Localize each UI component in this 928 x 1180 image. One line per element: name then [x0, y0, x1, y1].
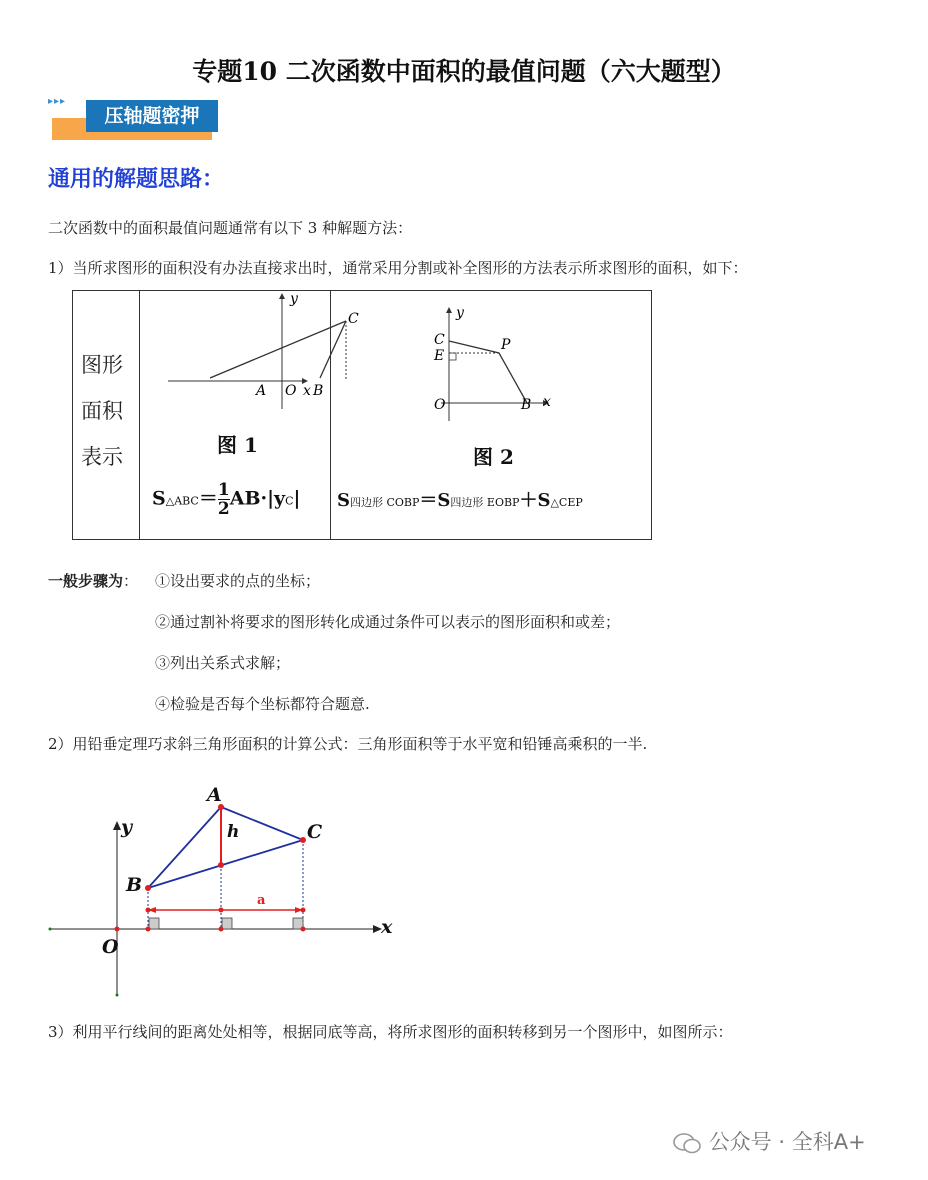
f1-lhs-sub: △ABC — [165, 494, 199, 508]
banner-label: 压轴题密押 — [86, 100, 218, 132]
fig3-point — [146, 908, 151, 913]
fig3-label-h: h — [227, 822, 240, 842]
item-1-text: 1）当所求图形的面积没有办法直接求出时，通常采用分割或补全图形的方法表示所求图形的面积，如下： — [48, 259, 748, 277]
row-label-1: 图形 — [81, 353, 123, 377]
fig3-right-angle-icon — [149, 918, 159, 929]
figure-2-caption: 图 2 — [473, 445, 514, 469]
f2-plus: ＋ — [519, 490, 538, 511]
fig2-y-arrow-icon — [446, 307, 452, 313]
section-banner — [48, 96, 223, 144]
fig3-axis-point — [116, 994, 119, 997]
fig1-label-c: C — [348, 311, 359, 327]
figure-3-vertical-height-diagram — [40, 775, 410, 1005]
fig2-label-x: x — [543, 394, 551, 410]
item-3-text: 3）利用平行线间的距离处处相等，根据同底等高，将所求图形的面积转移到另一个图形中，如图所示： — [48, 1023, 733, 1041]
fig3-label-x: x — [381, 916, 393, 938]
fig1-label-a: A — [256, 383, 267, 399]
figure-1-cell — [140, 291, 359, 540]
f2-s3-sub: △CEP — [550, 496, 583, 509]
page-title: 专题10 二次函数中面积的最值问题（六大题型） — [192, 57, 736, 86]
fig3-label-c: C — [307, 821, 323, 843]
f1-end: | — [293, 487, 301, 510]
fig1-label-b: B — [313, 383, 324, 399]
fig1-label-x: x — [303, 383, 311, 399]
step-2: ②通过割补将要求的图形转化成通过条件可以表示的图形面积和或差； — [155, 613, 621, 631]
f2-s1-sub: 四边形 COBP — [350, 496, 420, 509]
step-3: ③列出关系式求解； — [155, 654, 291, 672]
f2-s2: S — [437, 490, 451, 511]
watermark-text: 公众号 · 全科A+ — [708, 1130, 866, 1154]
item-2-text: 2）用铅垂定理巧求斜三角形面积的计算公式：三角形面积等于水平宽和铅锤高乘积的一半. — [48, 735, 648, 753]
fig2-polyline-cpb — [449, 341, 527, 403]
figure-2-cell — [331, 291, 652, 540]
fig3-label-a: A — [207, 784, 222, 806]
steps-label-text: 一般步骤为 — [48, 572, 124, 590]
fig3-right-angle-icon — [222, 918, 232, 929]
fig2-right-angle-icon — [449, 353, 456, 360]
figure-1-formula — [152, 481, 300, 518]
fig1-label-y: y — [290, 291, 298, 307]
f1-frac-num: 1 — [217, 480, 230, 500]
f1-rhs-sub: C — [285, 494, 294, 508]
fig1-segment-ac — [210, 321, 346, 378]
banner-arrows-icon: ▸▸▸ — [48, 96, 67, 107]
fig3-point — [146, 927, 151, 932]
f1-rhs: AB·|y — [229, 487, 286, 510]
figure-1-graph — [140, 291, 359, 421]
fig3-point — [219, 927, 224, 932]
fig3-point — [301, 908, 306, 913]
f1-lhs: S — [152, 487, 166, 510]
fig3-label-o: O — [102, 936, 119, 958]
fig3-point — [219, 908, 224, 913]
fig3-label-y: y — [121, 816, 133, 838]
fig2-label-b: B — [521, 397, 532, 413]
fig3-axis-point — [49, 928, 52, 931]
f2-s2-sub: 四边形 EOBP — [450, 496, 520, 509]
row-label-3: 表示 — [81, 445, 123, 469]
fig3-origin-point — [115, 927, 120, 932]
fig3-label-a-width: a — [257, 893, 266, 908]
fig3-label-b: B — [126, 874, 143, 896]
wechat-icon — [672, 1131, 702, 1155]
fig2-label-o: O — [434, 397, 446, 413]
fig3-triangle-abc — [148, 807, 303, 888]
f1-fraction — [218, 481, 230, 518]
f2-eq: ＝ — [419, 490, 438, 511]
watermark — [672, 1126, 866, 1156]
fig3-point — [301, 927, 306, 932]
f1-frac-den: 2 — [217, 499, 230, 519]
f1-eq: ＝ — [198, 487, 218, 510]
area-representation-table — [72, 290, 652, 540]
step-1: ①设出要求的点的坐标； — [155, 572, 321, 590]
row-label-cell — [73, 291, 140, 540]
fig2-label-y: y — [456, 305, 464, 321]
fig1-y-arrow-icon — [279, 293, 285, 299]
figure-2-graph — [331, 291, 651, 426]
fig3-point-c — [300, 837, 306, 843]
fig3-y-arrow-icon — [113, 821, 121, 830]
step-4: ④检验是否每个坐标都符合题意. — [155, 695, 370, 713]
fig2-label-e: E — [434, 348, 445, 364]
figure-2-formula — [337, 486, 583, 512]
fig3-point-d — [218, 862, 224, 868]
steps-colon: ： — [123, 572, 139, 590]
fig2-label-c: C — [434, 332, 445, 348]
f2-s3: S — [537, 490, 551, 511]
intro-text: 二次函数中的面积最值问题通常有以下 3 种解题方法： — [48, 219, 413, 237]
f2-s1: S — [337, 490, 350, 511]
section-heading: 通用的解题思路： — [48, 166, 225, 192]
fig2-label-p: P — [501, 337, 511, 353]
row-label-2: 面积 — [81, 399, 123, 423]
fig1-label-o: O — [285, 383, 297, 399]
steps-label — [48, 570, 138, 591]
figure-1-caption: 图 1 — [217, 433, 258, 457]
fig3-point-b — [145, 885, 151, 891]
